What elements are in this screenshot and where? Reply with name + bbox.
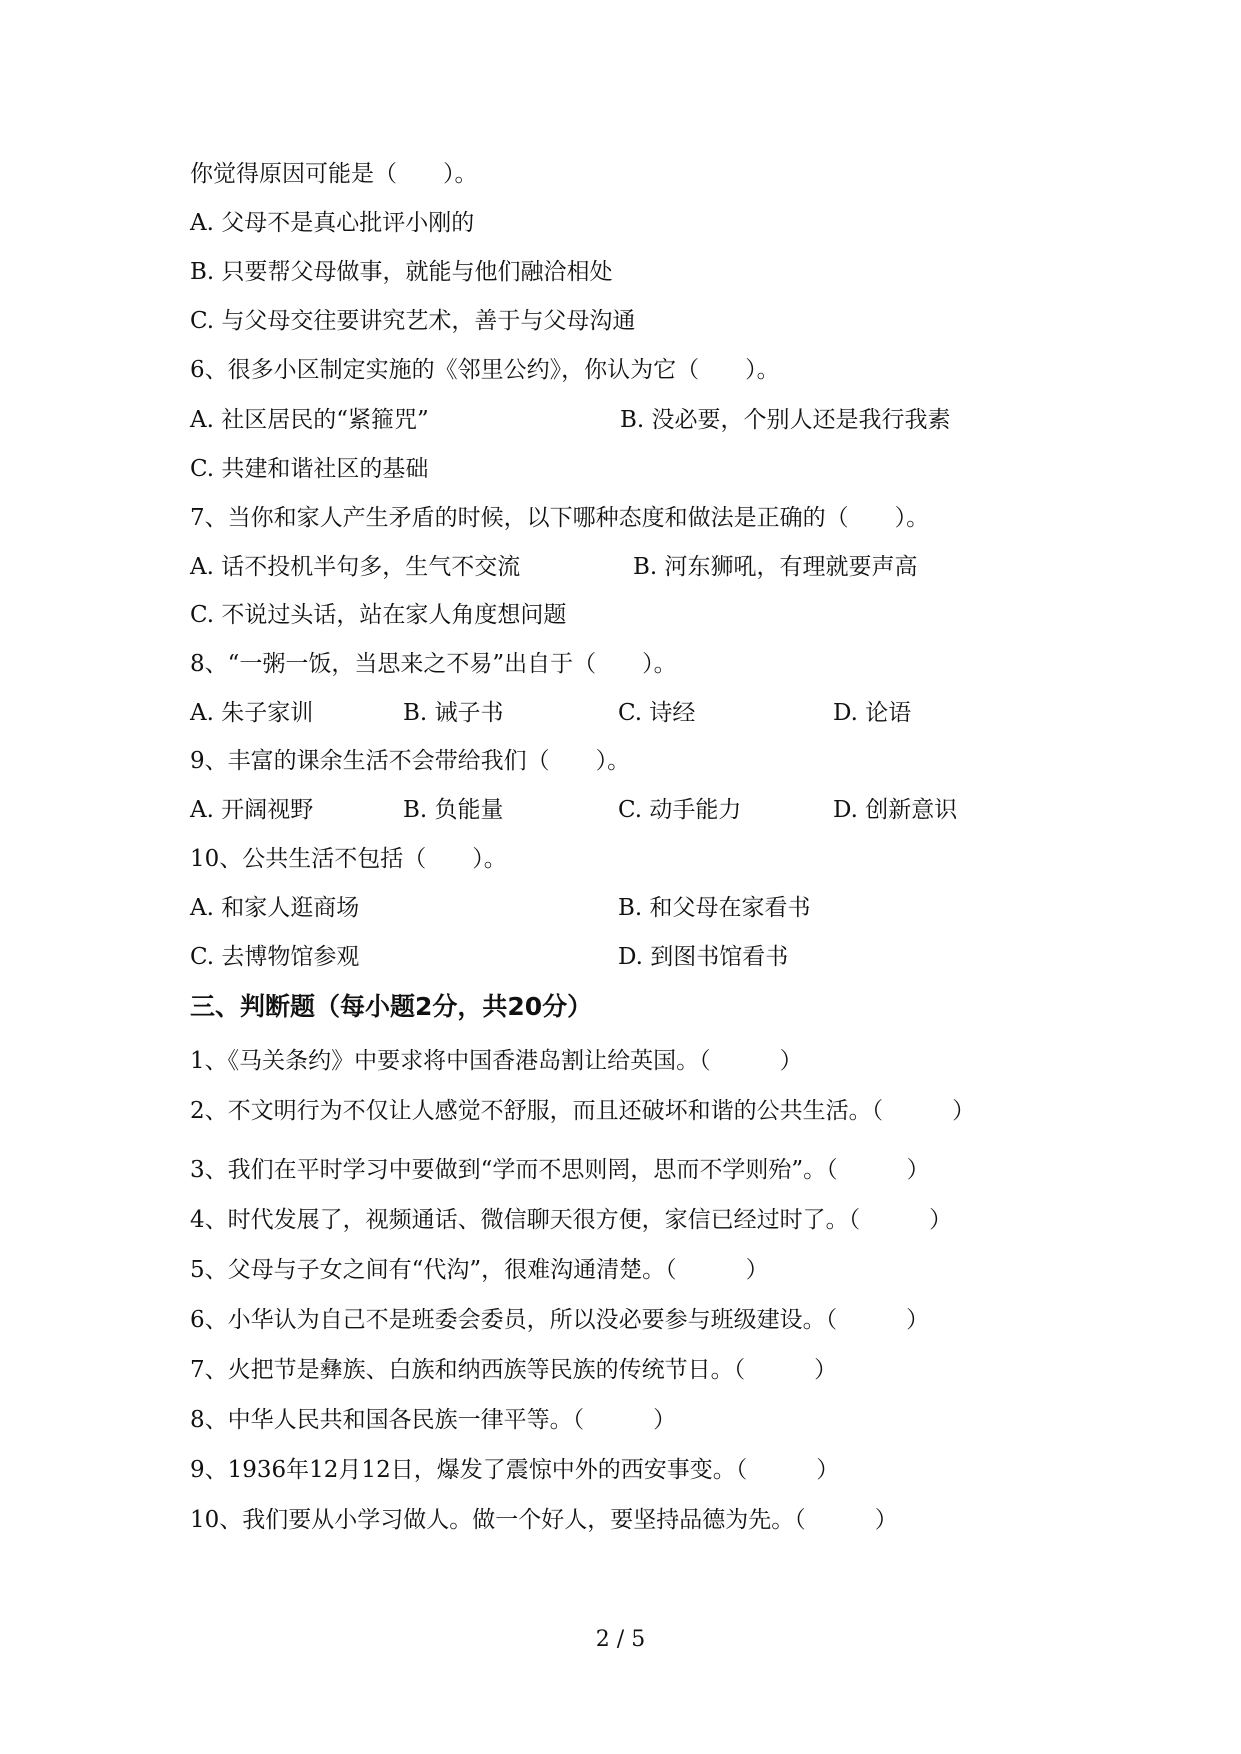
section-heading: 三、判断题（每小题2分，共20分） — [190, 992, 593, 1021]
q6-option-c: C. 共建和谐社区的基础 — [190, 456, 429, 482]
q6-option-a: A. 社区居民的“紧箍咒” — [190, 407, 429, 433]
q5-stem-tail: 你觉得原因可能是（ ）。 — [190, 161, 478, 187]
judge-item-1: 1、《马关条约》中要求将中国香港岛割让给英国。（ ） — [190, 1048, 803, 1074]
q6-stem: 6、很多小区制定实施的《邻里公约》，你认为它（ ）。 — [190, 357, 780, 383]
q5-option-a: A. 父母不是真心批评小刚的 — [190, 210, 475, 236]
judge-item-8: 8、中华人民共和国各民族一律平等。（ ） — [190, 1407, 677, 1433]
q7-option-a: A. 话不投机半句多，生气不交流 — [190, 554, 521, 580]
q9-option-d: D. 创新意识 — [833, 797, 958, 823]
q9-option-c: C. 动手能力 — [618, 797, 742, 823]
q9-option-a: A. 开阔视野 — [190, 797, 314, 823]
q10-stem: 10、公共生活不包括（ ）。 — [190, 846, 507, 872]
q10-option-c: C. 去博物馆参观 — [190, 944, 360, 970]
judge-item-2: 2、不文明行为不仅让人感觉不舒服，而且还破坏和谐的公共生活。（ ） — [190, 1098, 976, 1124]
q5-option-b: B. 只要帮父母做事，就能与他们融洽相处 — [190, 259, 613, 285]
q7-option-b: B. 河东狮吼，有理就要声高 — [633, 554, 918, 580]
q7-stem: 7、当你和家人产生矛盾的时候，以下哪种态度和做法是正确的（ ）。 — [190, 505, 930, 531]
q9-stem: 9、丰富的课余生活不会带给我们（ ）。 — [190, 748, 631, 774]
judge-item-7: 7、火把节是彝族、白族和纳西族等民族的传统节日。（ ） — [190, 1357, 838, 1383]
q6-option-b: B. 没必要，个别人还是我行我素 — [620, 407, 951, 433]
judge-item-3: 3、我们在平时学习中要做到“学而不思则罔，思而不学则殆”。（ ） — [190, 1157, 930, 1183]
q10-option-b: B. 和父母在家看书 — [618, 895, 811, 921]
q8-option-a: A. 朱子家训 — [190, 700, 314, 726]
q7-option-c: C. 不说过头话，站在家人角度想问题 — [190, 602, 567, 628]
q10-option-a: A. 和家人逛商场 — [190, 895, 360, 921]
q8-stem: 8、“一粥一饭，当思来之不易”出自于（ ）。 — [190, 651, 677, 677]
judge-item-5: 5、父母与子女之间有“代沟”，很难沟通清楚。（ ） — [190, 1257, 769, 1283]
judge-item-10: 10、我们要从小学习做人。做一个好人，要坚持品德为先。（ ） — [190, 1507, 898, 1533]
judge-item-6: 6、小华认为自己不是班委会委员，所以没必要参与班级建设。（ ） — [190, 1307, 930, 1333]
q8-option-d: D. 论语 — [833, 700, 912, 726]
page-number: 2 / 5 — [595, 1627, 646, 1652]
q8-option-b: B. 诫子书 — [403, 700, 504, 726]
q5-option-c: C. 与父母交往要讲究艺术，善于与父母沟通 — [190, 308, 636, 334]
q9-option-b: B. 负能量 — [403, 797, 504, 823]
judge-item-9: 9、1936年12月12日，爆发了震惊中外的西安事变。（ ） — [190, 1457, 840, 1483]
judge-item-4: 4、时代发展了，视频通话、微信聊天很方便，家信已经过时了。（ ） — [190, 1207, 953, 1233]
q8-option-c: C. 诗经 — [618, 700, 696, 726]
q10-option-d: D. 到图书馆看书 — [618, 944, 789, 970]
